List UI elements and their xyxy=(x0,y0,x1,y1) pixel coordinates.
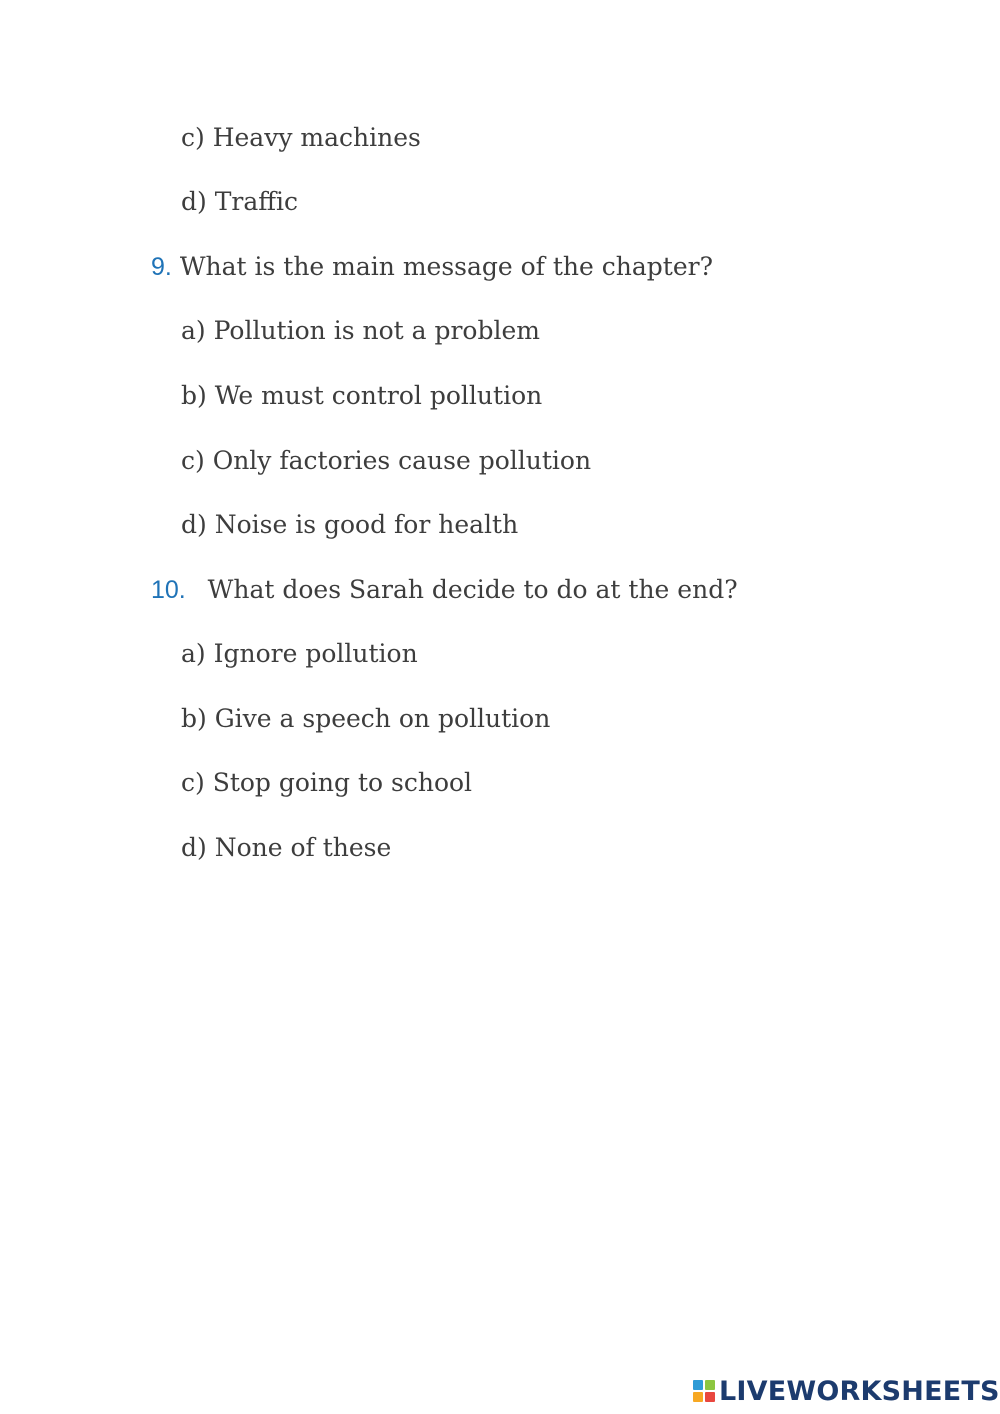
q10-option-d: d) None of these xyxy=(181,833,392,862)
question-9-number: 9. xyxy=(151,253,172,281)
q9-option-c: c) Only factories cause pollution xyxy=(181,446,592,475)
q9-option-a: a) Pollution is not a problem xyxy=(181,316,540,345)
question-9-text: What is the main message of the chapter? xyxy=(179,252,713,281)
q9-option-d: d) Noise is good for health xyxy=(181,510,519,539)
q10-option-b: b) Give a speech on pollution xyxy=(181,704,551,733)
q10-option-c: c) Stop going to school xyxy=(181,768,473,797)
logo-blocks-icon xyxy=(693,1380,715,1402)
q8-option-c: c) Heavy machines xyxy=(181,123,421,152)
question-10-number: 10. xyxy=(151,576,186,604)
question-10 xyxy=(151,574,738,606)
logo-block xyxy=(693,1392,703,1402)
logo-block xyxy=(705,1380,715,1390)
q10-option-a: a) Ignore pollution xyxy=(181,639,418,668)
logo-text: LIVEWORKSHEETS xyxy=(719,1375,1000,1407)
liveworksheets-logo[interactable] xyxy=(693,1374,1000,1408)
logo-block xyxy=(693,1380,703,1390)
q9-option-b: b) We must control pollution xyxy=(181,381,543,410)
question-9 xyxy=(151,251,713,283)
question-10-text: What does Sarah decide to do at the end? xyxy=(207,575,738,604)
logo-block xyxy=(705,1392,715,1402)
q8-option-d: d) Traffic xyxy=(181,187,298,216)
